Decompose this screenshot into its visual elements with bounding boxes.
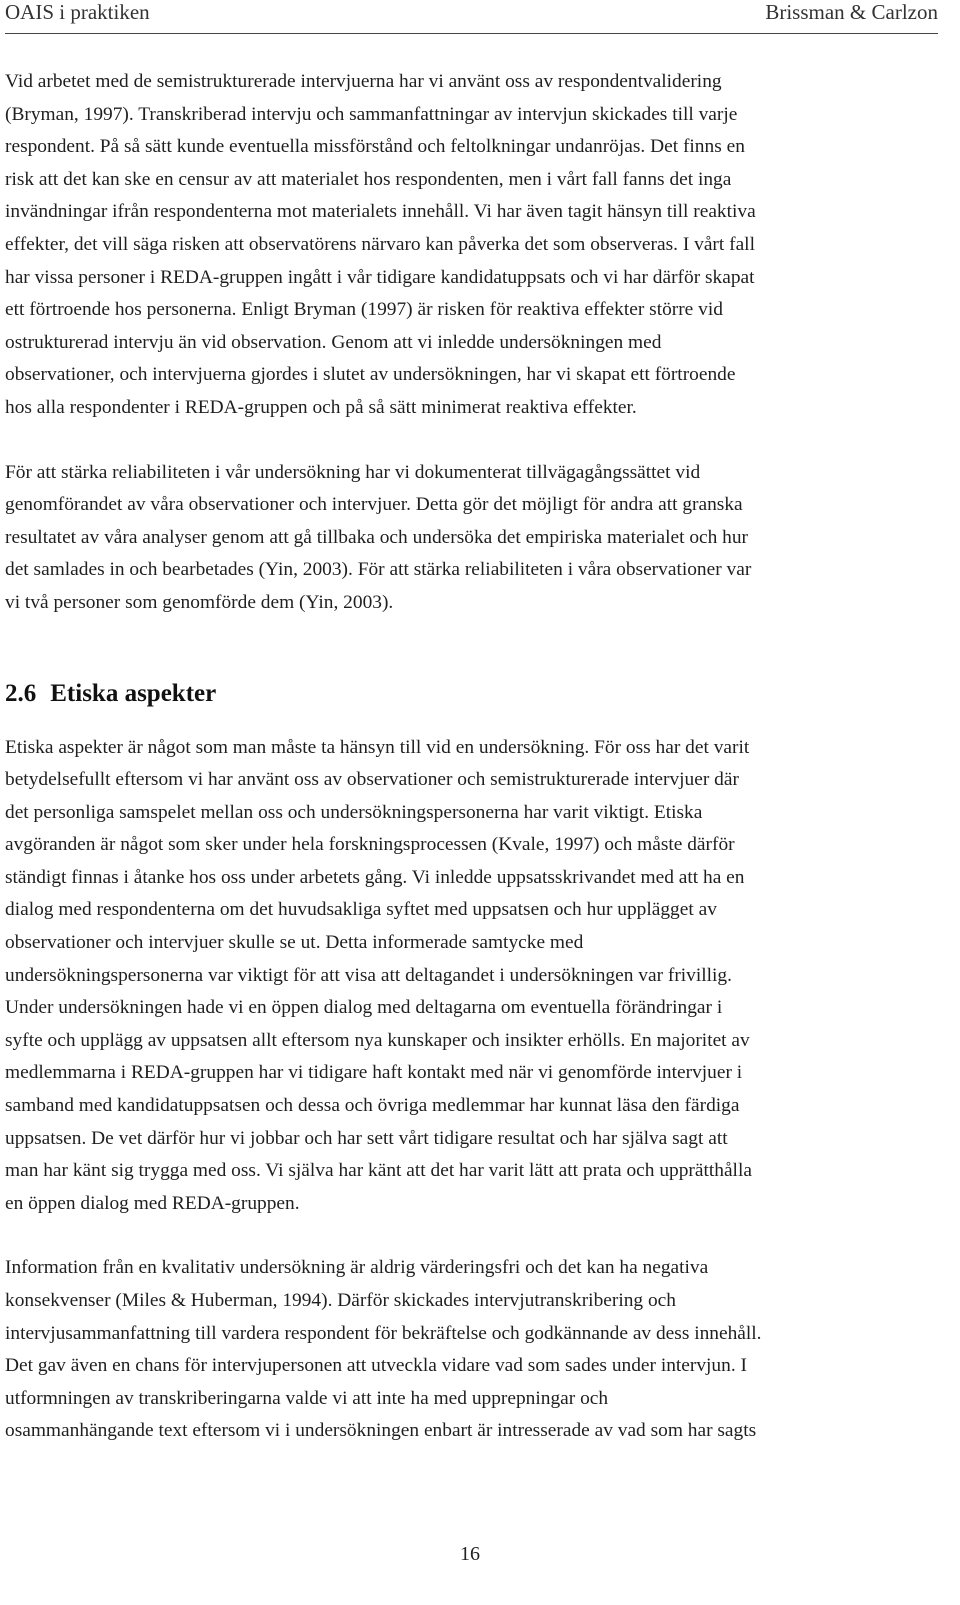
section-number: 2.6 xyxy=(5,679,37,707)
text-line: utformningen av transkriberingarna valde vi att inte ha med upprepningar och xyxy=(5,1387,609,1409)
text-line: Information från en kvalitativ undersökning är aldrig värderingsfri och det kan ha negativa xyxy=(5,1257,709,1279)
text-line: det samlades in och bearbetades (Yin, 2003). För att stärka reliabiliteten i våra observationer var xyxy=(5,559,752,581)
text-line: har vissa personer i REDA-gruppen ingått i vår tidigare kandidatuppsats och vi har därför skapat xyxy=(5,266,755,288)
paragraph-ethics xyxy=(5,732,940,1221)
text-line: hos alla respondenter i REDA-gruppen och på så sätt minimerat reaktiva effekter. xyxy=(5,396,637,418)
text-line: ständigt finnas i åtanke hos oss under arbetets gång. Vi inledde uppsatsskrivandet med att ha en xyxy=(5,866,745,888)
text-line: observationer, och intervjuerna gjordes i slutet av undersökningen, har vi skapat ett förtroende xyxy=(5,364,736,386)
text-line: genomförandet av våra observationer och intervjuer. Detta gör det möjligt för andra att granska xyxy=(5,494,743,516)
text-line: ett förtroende hos personerna. Enligt Bryman (1997) är risken för reaktiva effekter större vid xyxy=(5,299,723,321)
text-line: Etiska aspekter är något som man måste ta hänsyn till vid en undersökning. För oss har det varit xyxy=(5,736,750,758)
text-line: (Bryman, 1997). Transkriberad intervju och sammanfattningar av intervjun skickades till varje xyxy=(5,103,738,125)
section-title: Etiska aspekter xyxy=(50,679,217,707)
text-line: en öppen dialog med REDA-gruppen. xyxy=(5,1192,300,1214)
text-line: vi två personer som genomförde dem (Yin, 2003). xyxy=(5,591,394,613)
header-document-title: OAIS i praktiken xyxy=(5,0,150,24)
page-number: 16 xyxy=(460,1543,480,1565)
text-line: syfte och upplägg av uppsatsen allt eftersom nya kunskaper och insikter erhölls. En majoritet av xyxy=(5,1029,750,1051)
text-line: risk att det kan ske en censur av att materialet hos respondenten, men i vårt fall fanns det inga xyxy=(5,168,732,190)
text-line: invändningar ifrån respondenterna mot materialets innehåll. Vi har även tagit hänsyn till reaktiva xyxy=(5,201,756,223)
header-authors: Brissman & Carlzon xyxy=(765,0,938,24)
text-line: Vid arbetet med de semistrukturerade intervjuerna har vi använt oss av respondentvalidering xyxy=(5,71,722,92)
header-divider xyxy=(5,33,938,34)
paragraph-respondent-validation xyxy=(5,66,940,425)
text-line: osammanhängande text eftersom vi i undersökningen enbart är intresserade av vad som har sagts xyxy=(5,1420,757,1442)
text-line: undersökningspersonerna var viktigt för att visa att deltagandet i undersökningen var frivillig. xyxy=(5,964,732,986)
page-header xyxy=(5,0,938,34)
text-line: konsekvenser (Miles & Huberman, 1994). Därför skickades intervjutranskribering och xyxy=(5,1290,676,1311)
text-line: För att stärka reliabiliteten i vår undersökning har vi dokumenterat tillvägagångssättet vid xyxy=(5,461,701,483)
text-line: medlemmarna i REDA-gruppen har vi tidigare haft kontakt med när vi genomförde intervjuer i xyxy=(5,1062,743,1084)
text-line: det personliga samspelet mellan oss och undersökningspersonerna har varit viktigt. Etiska xyxy=(5,801,703,823)
text-line: dialog med respondenterna om det huvudsakliga syftet med uppsatsen och hur upplägget av xyxy=(5,899,717,921)
text-line: Under undersökningen hade vi en öppen dialog med deltagarna om eventuella förändringar i xyxy=(5,997,723,1019)
page-body xyxy=(5,66,940,1448)
text-line: intervjusammanfattning till vardera respondent för bekräftelse och godkännande av dess innehåll. xyxy=(5,1322,762,1344)
section-heading xyxy=(5,678,940,710)
text-line: samband med kandidatuppsatsen och dessa och övriga medlemmar har kunnat läsa den färdiga xyxy=(5,1095,740,1117)
paragraph-reliability xyxy=(5,457,940,620)
text-line: ostrukturerad intervju än vid observation. Genom att vi inledde undersökningen med xyxy=(5,331,662,353)
text-line: betydelsefullt eftersom vi har använt oss av observationer och semistrukturerade intervjuer där xyxy=(5,769,739,791)
text-line: Det gav även en chans för intervjupersonen att utveckla vidare vad som sades under intervjun. I xyxy=(5,1355,747,1377)
text-line: avgöranden är något som sker under hela forskningsprocessen (Kvale, 1997) och måste därför xyxy=(5,834,735,856)
text-line: resultatet av våra analyser genom att gå tillbaka och undersöka det empiriska materialet och hur xyxy=(5,526,749,548)
text-line: man har känt sig trygga med oss. Vi själva har känt att det har varit lätt att prata och upprätthålla xyxy=(5,1160,752,1182)
paragraph-information-value xyxy=(5,1252,940,1448)
text-line: respondent. På så sätt kunde eventuella missförstånd och feltolkningar undanröjas. Det finns en xyxy=(5,136,745,158)
text-line: observationer och intervjuer skulle se ut. Detta informerade samtycke med xyxy=(5,932,584,954)
text-line: effekter, det vill säga risken att observatörens närvaro kan påverka det som observeras. I vårt fall xyxy=(5,233,755,255)
text-line: uppsatsen. De vet därför hur vi jobbar och har sett vårt tidigare resultat och har själva sagt att xyxy=(5,1127,728,1149)
